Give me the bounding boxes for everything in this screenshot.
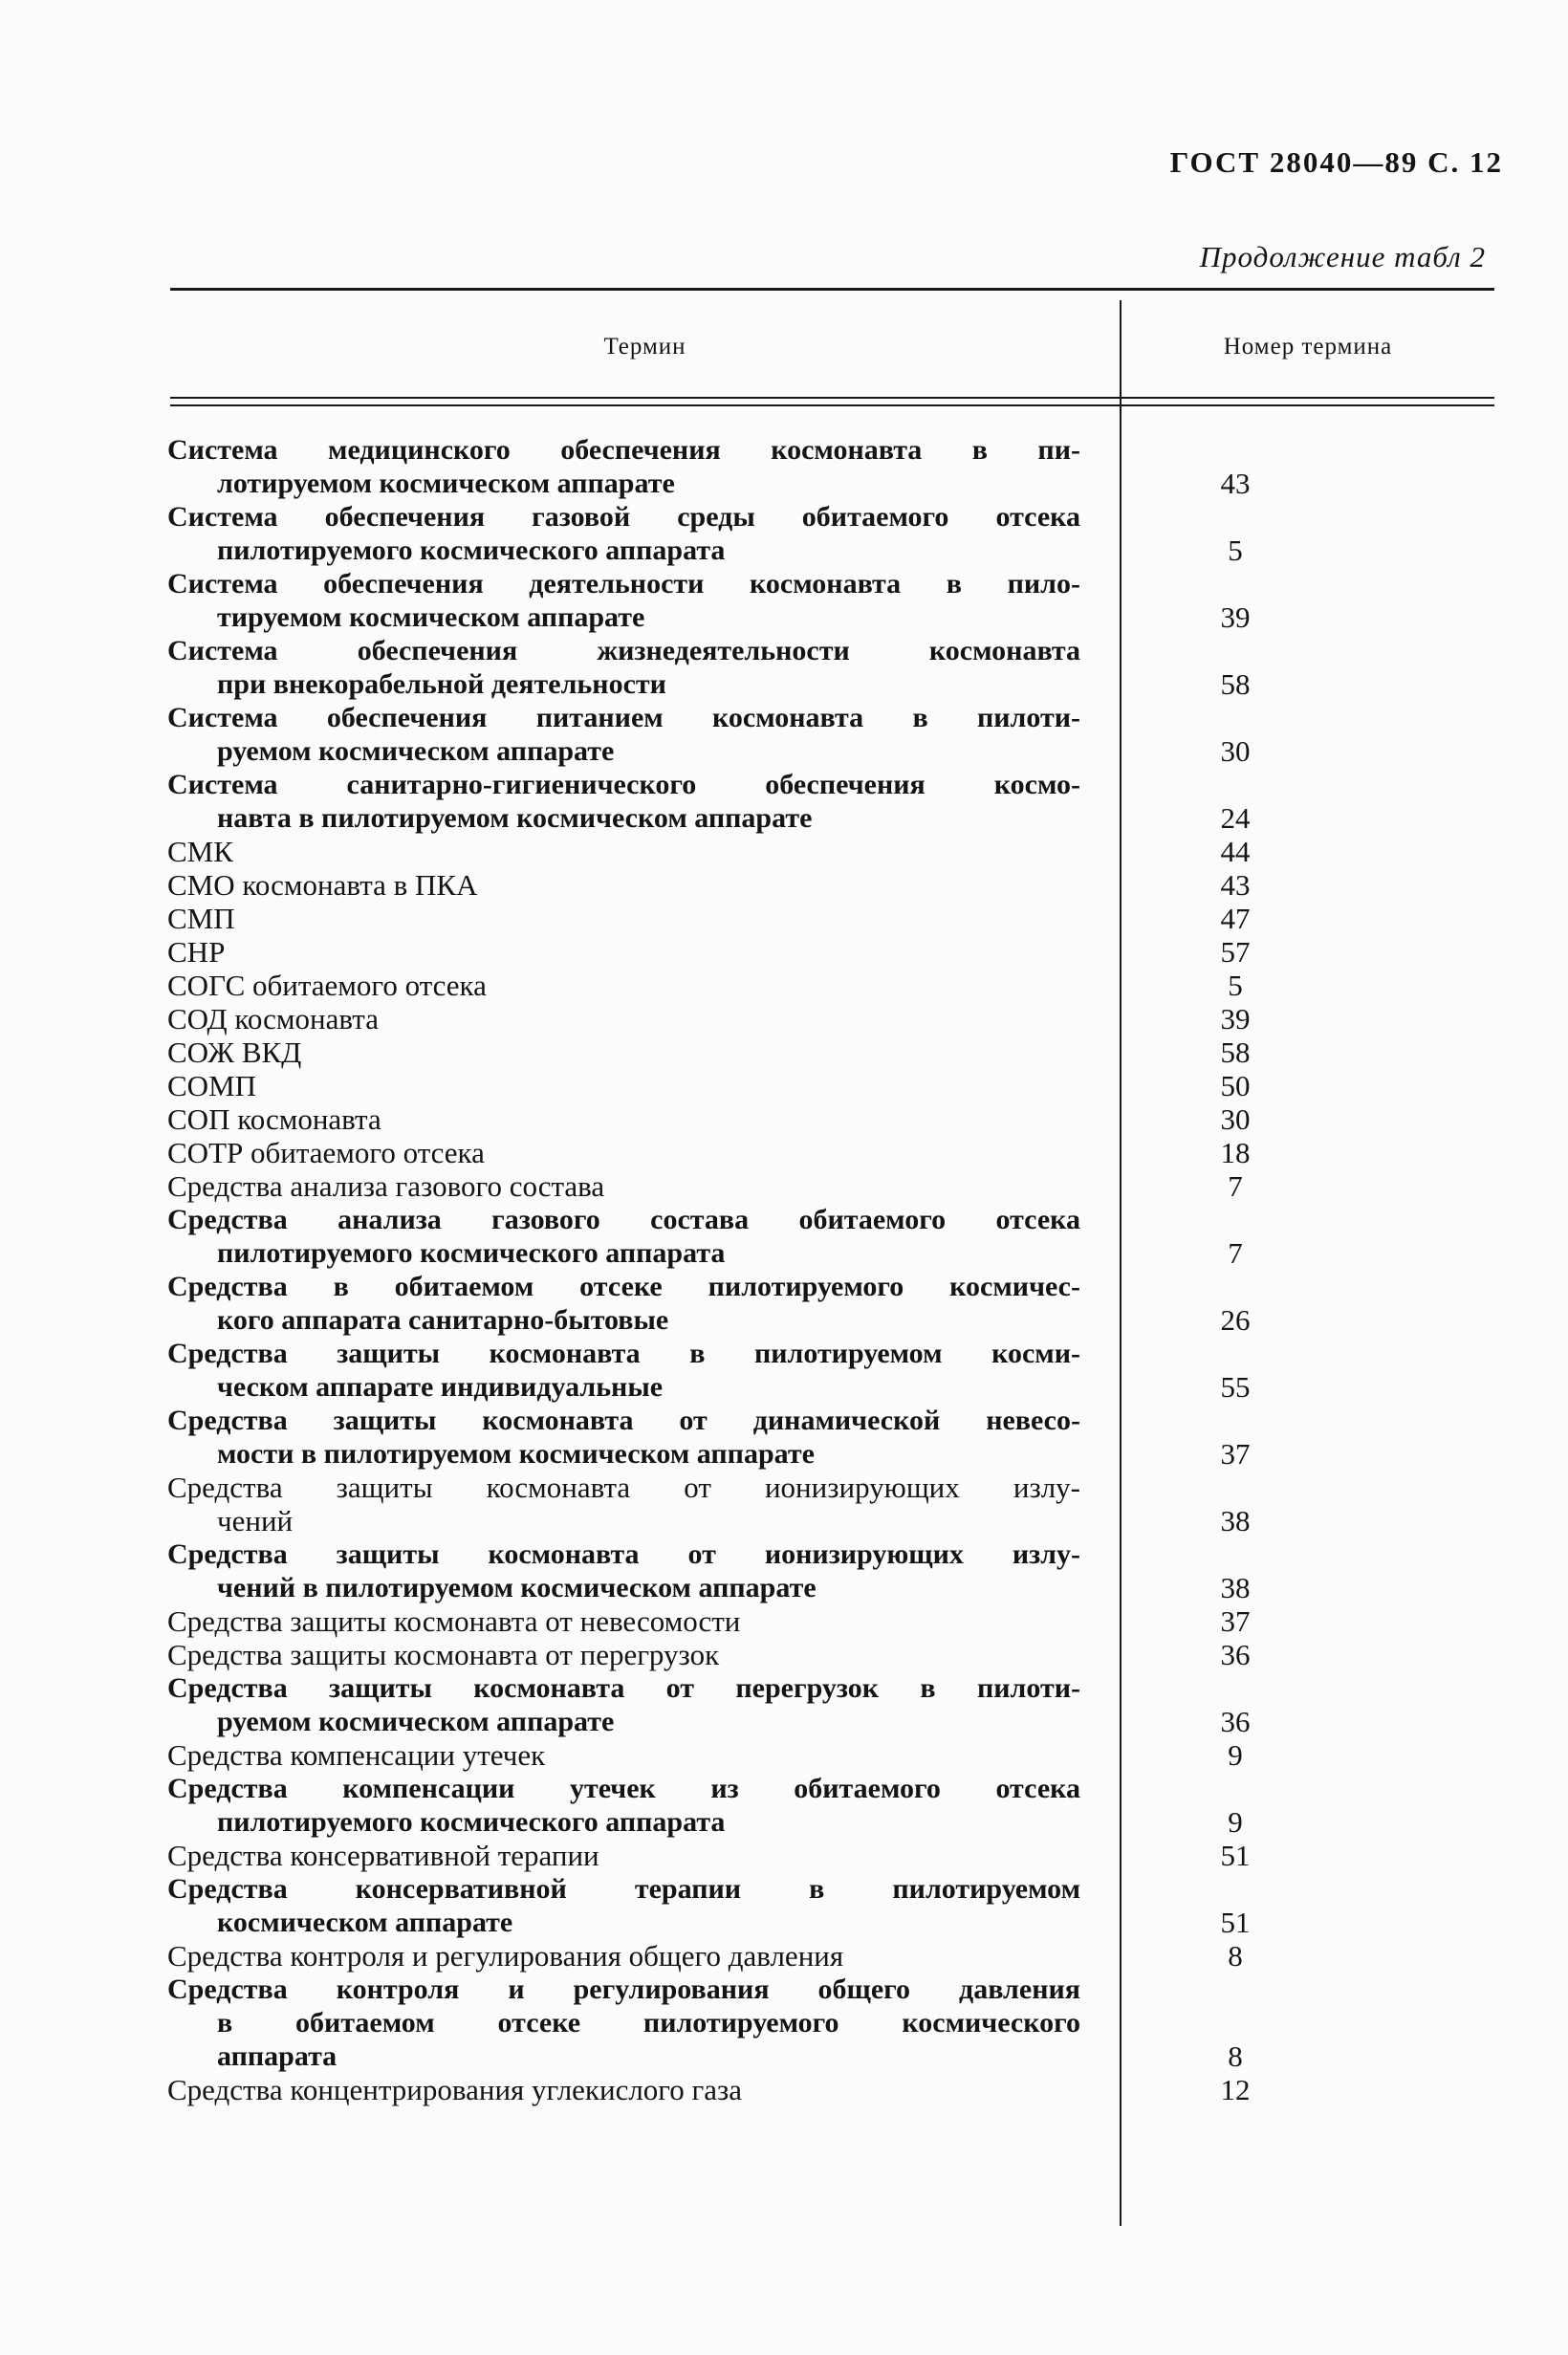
term-text [167, 768, 1080, 835]
term-number: 12 [1220, 2073, 1251, 2106]
term-text [167, 1772, 1080, 1839]
table-row [0, 969, 1568, 1002]
term-number: 58 [1220, 1036, 1251, 1069]
term-number: 9 [1228, 1738, 1243, 1772]
table-row [0, 1404, 1568, 1471]
term-line: Средства анализа газового состава [167, 1169, 605, 1203]
table-row [0, 1270, 1568, 1337]
term-line: Средства контроля и регулирования общего давления [167, 1939, 844, 1973]
term-text [167, 1973, 1080, 2073]
term-number: 9 [1228, 1805, 1243, 1839]
term-text [167, 1939, 1080, 1973]
term-number: 18 [1220, 1136, 1251, 1169]
table-row [0, 701, 1568, 768]
term-text [167, 1839, 1080, 1872]
term-line: Система обеспечения газовой среды обитаемого отсека [167, 501, 1080, 533]
table-row [0, 1638, 1568, 1671]
term-text [167, 567, 1080, 634]
term-number: 5 [1228, 969, 1243, 1002]
term-number: 36 [1220, 1705, 1251, 1738]
term-text [167, 1337, 1080, 1404]
table-row [0, 2073, 1568, 2106]
table-row [0, 1102, 1568, 1136]
term-text [167, 2073, 1080, 2106]
table-row [0, 1939, 1568, 1973]
table-row [0, 1471, 1568, 1537]
term-line: Система санитарно-гигиенического обеспечения космо- [167, 769, 1080, 800]
table-row [0, 1136, 1568, 1169]
term-number: 30 [1220, 1102, 1251, 1136]
term-number: 24 [1220, 801, 1251, 835]
term-number: 30 [1220, 734, 1251, 768]
table-row [0, 868, 1568, 902]
table-row [0, 1337, 1568, 1404]
term-number: 37 [1220, 1604, 1251, 1638]
table-row [0, 1772, 1568, 1839]
term-text [167, 1136, 1080, 1169]
term-number: 8 [1228, 2039, 1243, 2073]
term-line: Средства защиты космонавта от невесомости [167, 1604, 741, 1638]
term-line: СМК [167, 835, 233, 868]
term-number: 55 [1220, 1370, 1251, 1404]
term-text [167, 634, 1080, 701]
term-line: тируемом космическом аппарате [217, 601, 645, 633]
term-line: Средства компенсации утечек [167, 1738, 546, 1772]
term-line: СНР [167, 935, 226, 969]
term-line: СОД космонавта [167, 1002, 379, 1036]
term-number: 57 [1220, 935, 1251, 969]
term-number: 43 [1220, 467, 1251, 500]
term-line: пилотируемого космического аппарата [217, 1806, 726, 1838]
term-line: СОМП [167, 1069, 257, 1102]
term-line: Средства защиты космонавта от ионизирующих излу- [167, 1471, 1080, 1504]
term-line: Система медицинского обеспечения космонавта в пи- [167, 434, 1080, 466]
term-text [167, 902, 1080, 935]
term-number: 26 [1220, 1303, 1251, 1337]
term-line: лотируемом космическом аппарате [217, 468, 675, 499]
column-header-term: Термин [603, 334, 686, 360]
term-text [167, 868, 1080, 902]
term-text [167, 1638, 1080, 1671]
term-line: Система обеспечения жизнедеятельности космонавта [167, 635, 1080, 666]
term-line: руемом космическом аппарате [217, 1706, 615, 1737]
term-number: 39 [1220, 600, 1251, 634]
table-row [0, 1069, 1568, 1102]
term-text [167, 1203, 1080, 1270]
term-text [167, 500, 1080, 567]
term-text [167, 1671, 1080, 1738]
term-number: 51 [1220, 1906, 1251, 1939]
term-index-table [0, 433, 1568, 2106]
term-line: Средства в обитаемом отсеке пилотируемого космичес- [167, 1271, 1080, 1302]
term-line: Средства защиты космонавта от перегрузок в пилоти- [167, 1672, 1080, 1704]
term-number: 38 [1220, 1504, 1251, 1537]
term-text [167, 1002, 1080, 1036]
term-line: пилотируемого космического аппарата [217, 534, 726, 566]
term-line: СОТР обитаемого отсека [167, 1136, 485, 1169]
term-number: 7 [1228, 1169, 1243, 1203]
table-row [0, 567, 1568, 634]
term-number: 39 [1220, 1002, 1251, 1036]
term-line: кого аппарата санитарно-бытовые [217, 1304, 669, 1336]
term-line: СМП [167, 902, 235, 935]
term-line: пилотируемого космического аппарата [217, 1237, 726, 1269]
term-line: Средства консервативной терапии [167, 1839, 599, 1872]
term-number: 38 [1220, 1571, 1251, 1604]
table-row [0, 1002, 1568, 1036]
term-text [167, 1069, 1080, 1102]
term-number: 8 [1228, 1939, 1243, 1973]
term-line: навта в пилотируемом космическом аппарате [217, 802, 813, 834]
term-line: аппарата [217, 2040, 338, 2072]
term-number: 43 [1220, 868, 1251, 902]
term-text [167, 835, 1080, 868]
table-row [0, 1839, 1568, 1872]
table-row [0, 835, 1568, 868]
term-number: 50 [1220, 1069, 1251, 1102]
term-text [167, 1102, 1080, 1136]
term-number: 7 [1228, 1236, 1243, 1270]
term-text [167, 969, 1080, 1002]
table-row [0, 1872, 1568, 1939]
table-row [0, 1169, 1568, 1203]
term-line: Средства консервативной терапии в пилотируемом [167, 1873, 1080, 1905]
term-text [167, 1169, 1080, 1203]
term-number: 37 [1220, 1437, 1251, 1471]
term-number: 51 [1220, 1839, 1251, 1872]
term-line: Средства компенсации утечек из обитаемого отсека [167, 1773, 1080, 1804]
table-row [0, 1604, 1568, 1638]
table-row [0, 1036, 1568, 1069]
term-line: Средства защиты космонавта от перегрузок [167, 1638, 720, 1671]
term-line: Средства контроля и регулирования общего давления [167, 1973, 1080, 2005]
term-number: 47 [1220, 902, 1251, 935]
term-text [167, 433, 1080, 500]
term-line: СОЖ ВКД [167, 1036, 302, 1069]
term-line: Средства анализа газового состава обитаемого отсека [167, 1204, 1080, 1235]
term-line: Средства защиты космонавта от ионизирующих излу- [167, 1538, 1080, 1570]
header-double-rule-lower [170, 404, 1494, 406]
table-row [0, 1738, 1568, 1772]
term-line: СМО космонавта в ПКА [167, 868, 478, 902]
term-text [167, 1270, 1080, 1337]
table-row [0, 433, 1568, 500]
term-line: космическом аппарате [217, 1907, 513, 1938]
term-line: Средства защиты космонавта от динамической невесо- [167, 1405, 1080, 1436]
term-line: Система обеспечения питанием космонавта в пилоти- [167, 702, 1080, 733]
term-number: 36 [1220, 1638, 1251, 1671]
term-text [167, 1738, 1080, 1772]
term-number: 44 [1220, 835, 1251, 868]
term-text [167, 1537, 1080, 1604]
term-line: чений [217, 1504, 294, 1537]
term-text [167, 1471, 1080, 1537]
term-line: мости в пилотируемом космическом аппарате [217, 1438, 815, 1470]
term-line: Средства концентрирования углекислого газа [167, 2073, 742, 2106]
term-line: в обитаемом отсеке пилотируемого космического [217, 2007, 1080, 2039]
table-row [0, 768, 1568, 835]
table-row [0, 902, 1568, 935]
term-text [167, 935, 1080, 969]
term-line: СОП космонавта [167, 1102, 381, 1136]
term-line: при внекорабельной деятельности [217, 668, 666, 700]
term-text [167, 1036, 1080, 1069]
table-row [0, 500, 1568, 567]
term-text [167, 1604, 1080, 1638]
header-double-rule-upper [170, 397, 1494, 399]
document-reference: ГОСТ 28040—89 С. 12 [1169, 145, 1503, 179]
term-text [167, 1404, 1080, 1471]
term-text [167, 1872, 1080, 1939]
term-line: Система обеспечения деятельности космонавта в пило- [167, 568, 1080, 600]
table-row [0, 1537, 1568, 1604]
term-number: 5 [1228, 534, 1243, 567]
term-line: руемом космическом аппарате [217, 735, 615, 767]
column-header-number: Номер термина [1223, 334, 1393, 360]
term-text [167, 701, 1080, 768]
term-line: ческом аппарате индивидуальные [217, 1371, 664, 1403]
table-row [0, 634, 1568, 701]
table-top-rule [170, 288, 1494, 291]
table-row [0, 1671, 1568, 1738]
term-line: Средства защиты космонавта в пилотируемом косми- [167, 1338, 1080, 1369]
table-row [0, 1203, 1568, 1270]
term-line: СОГС обитаемого отсека [167, 969, 487, 1002]
term-line: чений в пилотируемом космическом аппарате [217, 1572, 817, 1603]
table-row [0, 1973, 1568, 2073]
table-continuation-label: Продолжение табл 2 [1199, 240, 1486, 273]
term-number: 58 [1220, 667, 1251, 701]
table-row [0, 935, 1568, 969]
